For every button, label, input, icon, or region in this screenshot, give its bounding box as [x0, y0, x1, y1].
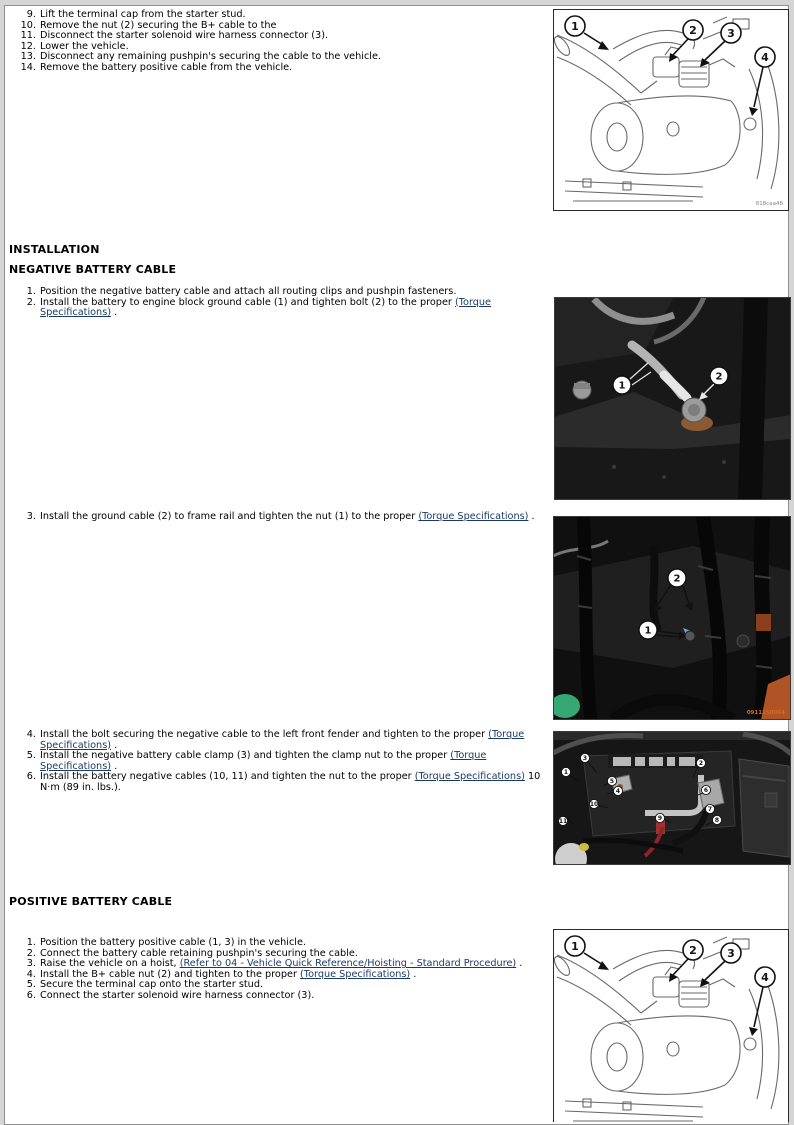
- step-text-post: .: [111, 307, 118, 319]
- removal-steps-list: [5, 10, 545, 74]
- svg-text:1: 1: [563, 769, 569, 777]
- step-number: 5.: [26, 750, 36, 762]
- step-text-post: .: [528, 511, 535, 522]
- step-text: [40, 751, 545, 772]
- step-text: Position the battery positive cable (1, 3) in the vehicle.: [40, 937, 307, 948]
- step-text-pre: Install the battery negative cables (10, 11) and tighten the nut to the proper: [40, 771, 415, 783]
- installation-heading: INSTALLATION: [9, 243, 100, 256]
- svg-text:9: 9: [657, 815, 663, 823]
- callout-2-label: 2: [689, 24, 697, 37]
- step-text: Position the negative battery cable and attach all routing clips and pushpin fasteners.: [40, 286, 457, 297]
- step-text: Disconnect any remaining pushpin's securing the cable to the vehicle.: [40, 51, 382, 63]
- step-text-post: .: [111, 739, 118, 751]
- step-item: [5, 63, 545, 74]
- step-number: 2.: [26, 947, 36, 959]
- svg-text:11: 11: [558, 818, 568, 826]
- step-item: [5, 772, 545, 793]
- figure-starter-diagram-bottom: [553, 929, 789, 1122]
- svg-text:4: 4: [615, 788, 621, 796]
- step-number: 1.: [26, 286, 36, 297]
- step-item: [5, 938, 545, 949]
- callout-2-label: 2: [689, 944, 697, 957]
- callout-2-label: 2: [673, 573, 681, 585]
- step-number: 9.: [26, 9, 36, 20]
- hoisting-procedure-link[interactable]: (Refer to 04 - Vehicle Quick Reference/Hoisting - Standard Procedure): [179, 958, 517, 970]
- step-text-pre: Install the ground cable (2) to frame rail and tighten the nut (1) to the proper: [40, 511, 419, 522]
- step-item: [5, 751, 545, 772]
- svg-text:10: 10: [589, 801, 599, 809]
- step-number: 4.: [26, 729, 36, 740]
- callout-1-label: 1: [571, 940, 579, 953]
- callout-1-label: 1: [571, 20, 579, 33]
- torque-specifications-link[interactable]: (Torque Specifications): [300, 968, 411, 980]
- step-text: [40, 298, 545, 319]
- torque-specifications-link[interactable]: (Torque Specifications): [414, 771, 525, 783]
- callout-2-label: 2: [715, 371, 723, 383]
- torque-specifications-link[interactable]: (Torque Specifications): [40, 750, 487, 772]
- step-text-post: .: [410, 968, 417, 980]
- step-text: Secure the terminal cap onto the starter stud.: [40, 979, 264, 991]
- figure-ground-cable-photo: [554, 297, 791, 500]
- step-text: [40, 730, 545, 751]
- negative-battery-cable-heading: NEGATIVE BATTERY CABLE: [9, 263, 177, 276]
- step-text: Disconnect the starter solenoid wire harness connector (3).: [40, 30, 329, 42]
- callout-4-label: 4: [761, 971, 769, 984]
- step-text-pre: Install the B+ cable nut (2) and tighten to the proper: [40, 968, 301, 980]
- figure-starter-diagram-top: [553, 9, 789, 211]
- callout-1-label: 1: [644, 625, 652, 637]
- step-text: Connect the battery cable retaining pushpin's securing the cable.: [40, 947, 358, 959]
- document-page: [4, 5, 789, 1125]
- torque-specifications-link[interactable]: (Torque Specifications): [418, 511, 529, 522]
- step-number: 10.: [20, 19, 36, 31]
- figure-id-label: 818caa48: [755, 201, 783, 207]
- step-number: 12.: [20, 40, 36, 52]
- step-text-pre: Raise the vehicle on a hoist,: [40, 958, 180, 970]
- step-number: 13.: [20, 51, 36, 63]
- figure-id-label: 0911150064: [746, 710, 785, 716]
- step-text: Lift the terminal cap from the starter stud.: [40, 9, 246, 20]
- step-number: 11.: [20, 30, 36, 42]
- figure-battery-photo: [553, 731, 791, 865]
- negative-steps-4-6: [5, 730, 545, 794]
- step-text-pre: Install the battery to engine block ground cable (1) and tighten bolt (2) to the proper: [40, 296, 455, 308]
- step-item: [5, 991, 545, 1002]
- negative-step-3: [5, 512, 545, 523]
- step-number: 5.: [26, 979, 36, 991]
- callout-3-label: 3: [727, 27, 735, 40]
- step-number: 2.: [26, 296, 36, 308]
- step-text: Remove the nut (2) securing the B+ cable to the: [40, 19, 277, 31]
- svg-text:3: 3: [582, 755, 588, 763]
- step-number: 14.: [20, 61, 36, 73]
- step-number: 3.: [26, 511, 36, 522]
- step-text: [40, 512, 545, 523]
- step-number: 4.: [26, 968, 36, 980]
- positive-steps-list: [5, 938, 545, 1002]
- svg-text:8: 8: [714, 817, 720, 825]
- step-item: [5, 298, 545, 319]
- svg-text:7: 7: [707, 806, 713, 814]
- step-text-pre: Install the bolt securing the negative cable to the left front fender and tighten to the proper: [40, 729, 489, 740]
- step-item: [5, 512, 545, 523]
- step-text: [40, 772, 545, 793]
- step-number: 6.: [26, 989, 36, 1001]
- step-text: Connect the starter solenoid wire harness connector (3).: [40, 989, 315, 1001]
- svg-text:5: 5: [609, 778, 615, 786]
- step-item: [5, 10, 545, 21]
- step-text-post: .: [111, 760, 118, 772]
- positive-battery-cable-heading: POSITIVE BATTERY CABLE: [9, 895, 173, 908]
- step-number: 1.: [26, 937, 36, 948]
- svg-text:6: 6: [703, 787, 709, 795]
- step-text-pre: Install the negative battery cable clamp (3) and tighten the clamp nut to the proper: [40, 750, 451, 762]
- torque-specifications-link[interactable]: (Torque Specifications): [40, 296, 492, 319]
- callout-1-label: 1: [618, 380, 626, 392]
- step-item: [5, 730, 545, 751]
- figure-frame-rail-photo: [553, 516, 791, 720]
- step-text: Lower the vehicle.: [40, 40, 129, 52]
- step-text: Remove the battery positive cable from the vehicle.: [40, 61, 293, 73]
- step-text-post: 10 N·m (89 in. lbs.).: [40, 771, 541, 793]
- svg-text:2: 2: [698, 760, 704, 768]
- callout-4-label: 4: [761, 51, 769, 64]
- step-number: 3.: [26, 958, 36, 970]
- torque-specifications-link[interactable]: (Torque Specifications): [40, 729, 525, 751]
- negative-steps-1-2: [5, 287, 545, 319]
- step-text-post: .: [516, 958, 523, 970]
- step-number: 6.: [26, 771, 36, 783]
- callout-3-label: 3: [727, 947, 735, 960]
